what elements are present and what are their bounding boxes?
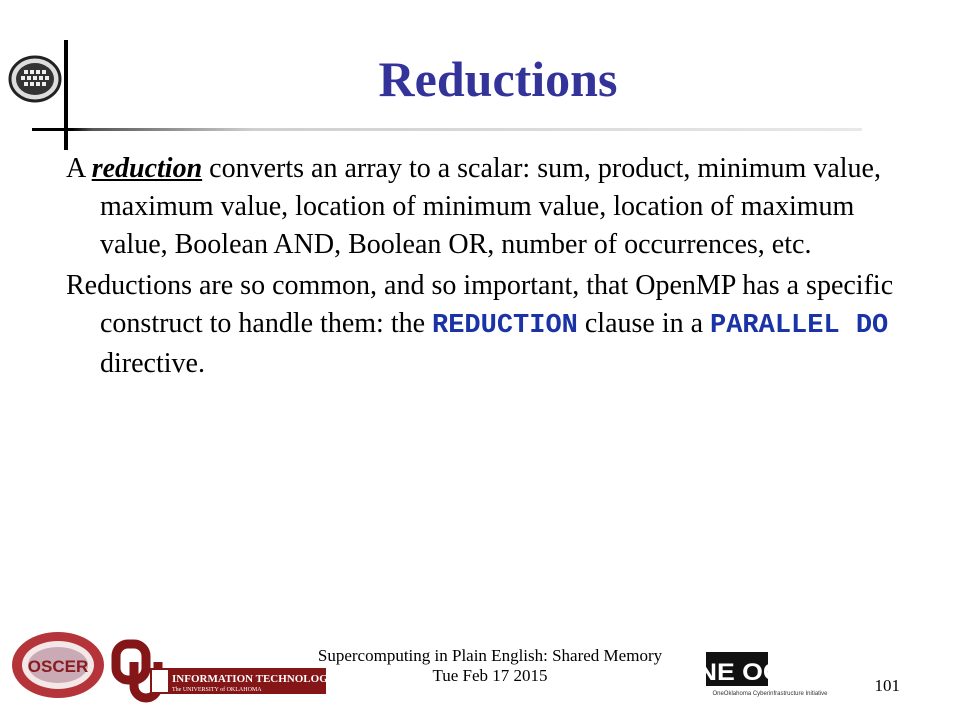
it-logo-text: INFORMATION TECHNOLOGY [172,673,336,685]
oscer-seal-logo [10,630,106,700]
crosshair-horizontal-line [32,128,862,131]
it-logo-subtext: The UNIVERSITY of OKLAHOMA [172,687,262,693]
chip-logo-icon [8,50,62,108]
reduction-term: reduction [91,153,203,184]
oscer-logo-text: OSCER [27,657,89,676]
oneocii-logo [677,648,834,698]
paragraph1-rest: converts an array to a scalar: sum, product, minimum value, maximum value, location of minimum value, location of maximum value, Boolean AND, Boolean OR, number of occurrences, etc. [100,153,881,260]
ou-logo-text: OU [139,699,141,700]
oneocii-logo-subtext: OneOklahoma Cyberinfrastructure Initiative [712,691,828,697]
reduction-keyword: REDUCTION [432,311,578,341]
parallel-do-keyword: PARALLEL DO [710,311,889,341]
paragraph2-part2: clause in a [577,308,711,339]
paragraph2-part1: Reductions are so common, and so important, that OpenMP has a specific construct to handle them: the [66,270,894,339]
paragraph1-lead: A [66,153,92,184]
paragraph-reduction-definition [66,150,906,264]
oneocii-logo-text: ONE OCII [677,659,797,686]
paragraph-openmp-reduction [66,267,906,383]
footer-date: Tue Feb 17 2015 [432,666,548,685]
page-number: 101 [874,676,900,695]
footer-title: Supercomputing in Plain English: Shared Memory [317,646,663,665]
slide-body [66,150,906,386]
slide-title: Reductions [378,51,618,107]
footer-caption [290,646,690,686]
paragraph2-part3: directive. [100,348,205,379]
